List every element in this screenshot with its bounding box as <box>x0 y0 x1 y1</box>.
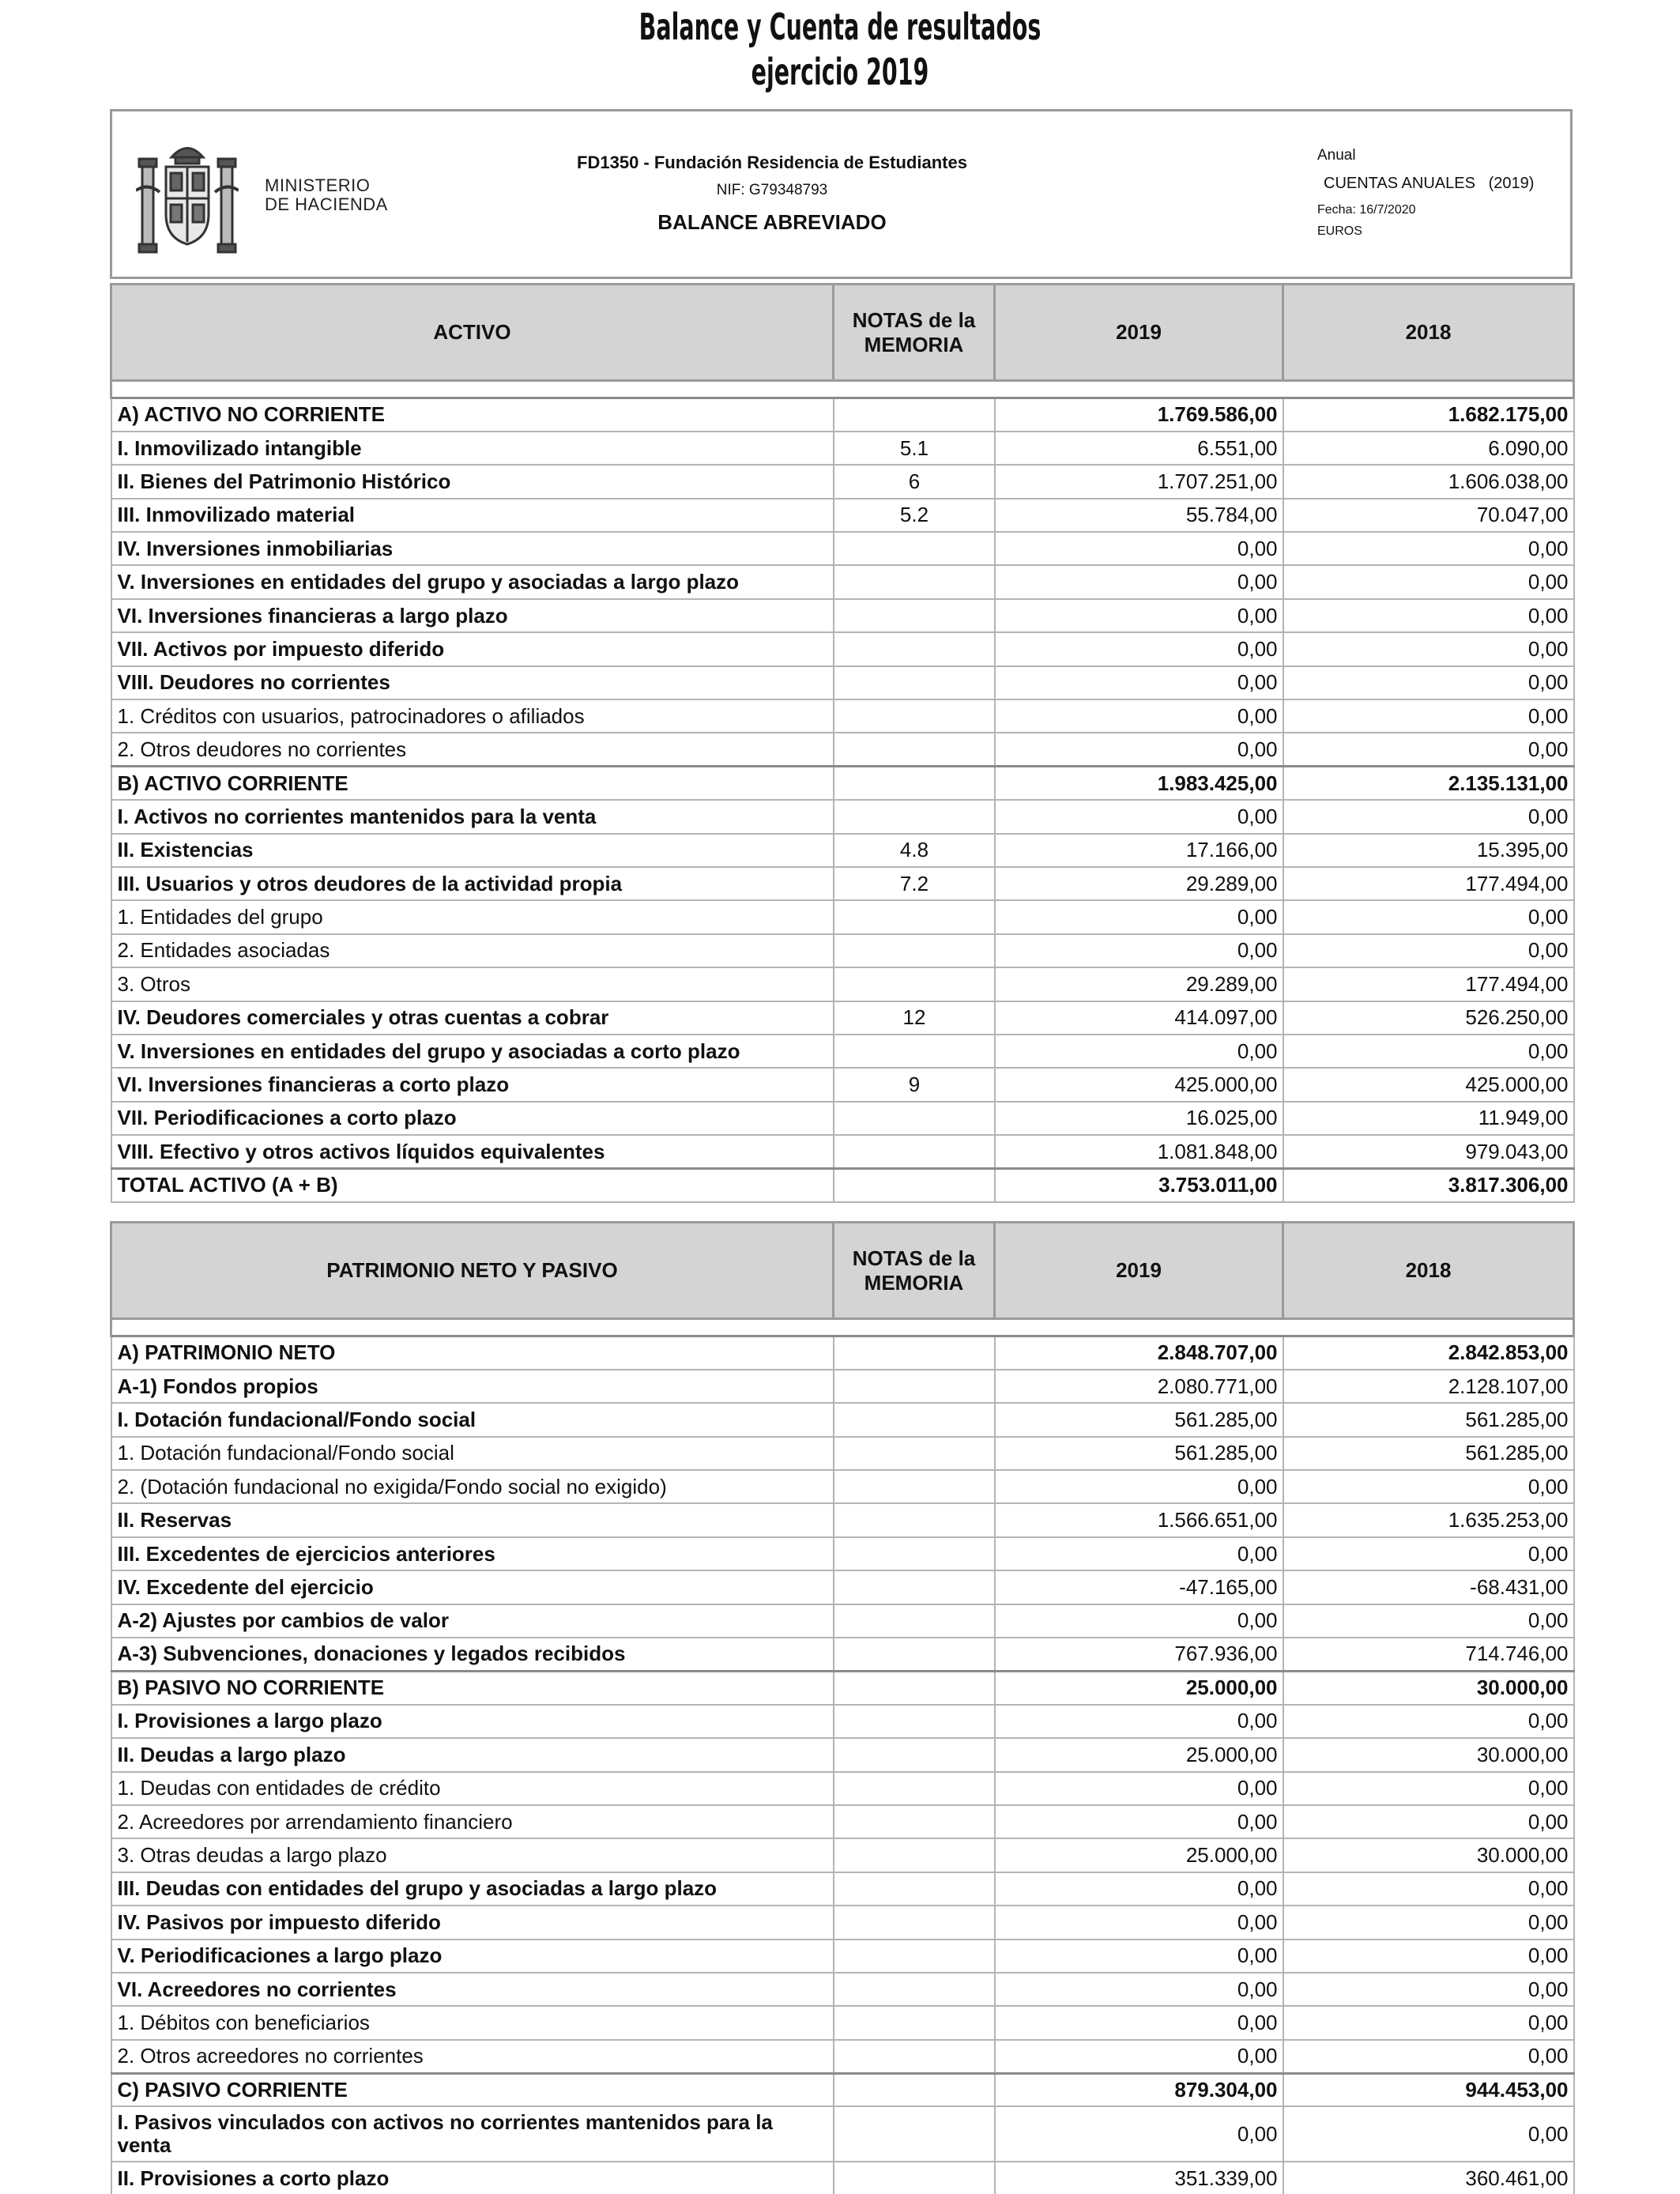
ministry-name <box>265 176 388 214</box>
row-value-2019: 1.081.848,00 <box>995 1135 1283 1168</box>
table-row <box>111 1838 1574 1872</box>
entity-name: FD1350 - Fundación Residencia de Estudiantes <box>577 153 967 172</box>
row-note <box>834 699 995 733</box>
row-value-2019: 0,00 <box>995 1940 1283 1973</box>
row-value-2018: 425.000,00 <box>1283 1068 1574 1101</box>
row-note <box>834 1437 995 1470</box>
table-row <box>111 2040 1574 2073</box>
row-value-2018: 0,00 <box>1283 733 1574 766</box>
col-header-notes: NOTAS de la MEMORIA <box>834 285 995 381</box>
row-label: 1. Deudas con entidades de crédito <box>111 1772 834 1805</box>
header-spacer <box>111 1319 1574 1336</box>
row-label: II. Existencias <box>111 834 834 867</box>
row-value-2018: 0,00 <box>1283 1973 1574 2006</box>
row-label: I. Activos no corrientes mantenidos para la venta <box>111 800 834 833</box>
table-row <box>111 1336 1574 1370</box>
table-row <box>111 767 1574 800</box>
row-label: C) PASIVO CORRIENTE <box>111 2073 834 2106</box>
row-value-2018: 0,00 <box>1283 800 1574 833</box>
table-row <box>111 666 1574 699</box>
row-value-2018: 0,00 <box>1283 1705 1574 1738</box>
row-value-2018: -68.431,00 <box>1283 1570 1574 1604</box>
row-label: B) ACTIVO CORRIENTE <box>111 767 834 800</box>
row-value-2018: 6.090,00 <box>1283 432 1574 465</box>
row-value-2018: 11.949,00 <box>1283 1102 1574 1135</box>
row-label: VIII. Deudores no corrientes <box>111 666 834 699</box>
row-value-2018: 526.250,00 <box>1283 1001 1574 1035</box>
row-label: A-2) Ajustes por cambios de valor <box>111 1604 834 1638</box>
row-note <box>834 565 995 598</box>
row-note: 12 <box>834 1001 995 1035</box>
row-note: 4.8 <box>834 834 995 867</box>
row-value-2019: 0,00 <box>995 1805 1283 1838</box>
table-row <box>111 1168 1574 1201</box>
row-label: 2. Otros deudores no corrientes <box>111 733 834 766</box>
row-value-2019: 0,00 <box>995 800 1283 833</box>
table-row <box>111 398 1574 432</box>
col-header-2018: 2018 <box>1283 285 1574 381</box>
row-value-2018: 0,00 <box>1283 532 1574 565</box>
row-note <box>834 900 995 933</box>
row-label: 2. (Dotación fundacional no exigida/Fondo social no exigido) <box>111 1470 834 1503</box>
row-note <box>834 1738 995 1771</box>
row-value-2019: 2.848.707,00 <box>995 1336 1283 1370</box>
row-note <box>834 2073 995 2106</box>
row-label: IV. Inversiones inmobiliarias <box>111 532 834 565</box>
row-note <box>834 1671 995 1704</box>
document-title <box>319 5 1361 95</box>
row-label: III. Deudas con entidades del grupo y asociadas a largo plazo <box>111 1872 834 1906</box>
table-row <box>111 1906 1574 1939</box>
row-value-2019: 0,00 <box>995 1973 1283 2006</box>
row-value-2019: 0,00 <box>995 632 1283 665</box>
row-label: A-1) Fondos propios <box>111 1370 834 1403</box>
row-label: VI. Inversiones financieras a corto plazo <box>111 1068 834 1101</box>
activo-table <box>110 283 1575 1203</box>
row-value-2019: 0,00 <box>995 1470 1283 1503</box>
row-label: III. Excedentes de ejercicios anteriores <box>111 1537 834 1570</box>
row-value-2018: 0,00 <box>1283 565 1574 598</box>
row-value-2018: 0,00 <box>1283 900 1574 933</box>
row-label: B) PASIVO NO CORRIENTE <box>111 1671 834 1704</box>
row-value-2019: 561.285,00 <box>995 1403 1283 1436</box>
activo-body <box>111 381 1574 1202</box>
row-label: I. Provisiones a largo plazo <box>111 1705 834 1738</box>
row-value-2018: 0,00 <box>1283 2106 1574 2162</box>
row-note <box>834 1638 995 1671</box>
row-value-2018: 0,00 <box>1283 1470 1574 1503</box>
row-value-2019: 1.566.651,00 <box>995 1503 1283 1536</box>
row-value-2018: 0,00 <box>1283 1805 1574 1838</box>
row-note <box>834 1838 995 1872</box>
title-line-2: ejercicio 2019 <box>751 51 929 93</box>
row-label: VIII. Efectivo y otros activos líquidos equivalentes <box>111 1135 834 1168</box>
row-value-2018: 2.842.853,00 <box>1283 1336 1574 1370</box>
row-value-2019: 0,00 <box>995 699 1283 733</box>
row-value-2018: 177.494,00 <box>1283 967 1574 1001</box>
table-row <box>111 967 1574 1001</box>
activo-header-row <box>111 285 1574 381</box>
table-row <box>111 1403 1574 1436</box>
row-value-2019: 0,00 <box>995 2006 1283 2039</box>
title-line-1: Balance y Cuenta de resultados <box>638 6 1042 48</box>
table-row <box>111 1940 1574 1973</box>
table-row <box>111 1872 1574 1906</box>
row-note <box>834 1537 995 1570</box>
table-row <box>111 2006 1574 2039</box>
row-label: 2. Otros acreedores no corrientes <box>111 2040 834 2073</box>
row-value-2019: 0,00 <box>995 1906 1283 1939</box>
row-value-2018: 0,00 <box>1283 1035 1574 1068</box>
row-value-2019: 767.936,00 <box>995 1638 1283 1671</box>
row-value-2019: 1.707.251,00 <box>995 465 1283 498</box>
row-note <box>834 1805 995 1838</box>
row-note <box>834 1705 995 1738</box>
row-label: I. Inmovilizado intangible <box>111 432 834 465</box>
row-value-2018: 0,00 <box>1283 2006 1574 2039</box>
table-row <box>111 900 1574 933</box>
row-value-2019: 0,00 <box>995 532 1283 565</box>
row-label: V. Inversiones en entidades del grupo y asociadas a corto plazo <box>111 1035 834 1068</box>
row-label: V. Periodificaciones a largo plazo <box>111 1940 834 1973</box>
row-value-2018: 70.047,00 <box>1283 499 1574 532</box>
row-value-2018: 30.000,00 <box>1283 1838 1574 1872</box>
row-value-2018: 944.453,00 <box>1283 2073 1574 2106</box>
row-label: II. Bienes del Patrimonio Histórico <box>111 465 834 498</box>
row-value-2018: 177.494,00 <box>1283 867 1574 900</box>
col-header-2019: 2019 <box>995 285 1283 381</box>
row-label: 2. Acreedores por arrendamiento financiero <box>111 1805 834 1838</box>
table-row <box>111 1370 1574 1403</box>
row-note <box>834 2006 995 2039</box>
table-row <box>111 1001 1574 1035</box>
row-note <box>834 1570 995 1604</box>
table-row <box>111 532 1574 565</box>
row-value-2019: 0,00 <box>995 1772 1283 1805</box>
row-value-2018: 0,00 <box>1283 1940 1574 1973</box>
col-header-concept: PATRIMONIO NETO Y PASIVO <box>111 1223 834 1319</box>
table-row <box>111 1973 1574 2006</box>
row-label: 1. Entidades del grupo <box>111 900 834 933</box>
table-row <box>111 1537 1574 1570</box>
row-label: III. Usuarios y otros deudores de la actividad propia <box>111 867 834 900</box>
row-value-2019: 0,00 <box>995 666 1283 699</box>
row-value-2019: 0,00 <box>995 1537 1283 1570</box>
row-value-2019: 16.025,00 <box>995 1102 1283 1135</box>
row-label: VII. Activos por impuesto diferido <box>111 632 834 665</box>
report-name: BALANCE ABREVIADO <box>657 210 887 234</box>
row-note <box>834 1135 995 1168</box>
row-note <box>834 1470 995 1503</box>
table-row <box>111 1805 1574 1838</box>
row-value-2019: 0,00 <box>995 1705 1283 1738</box>
row-note <box>834 934 995 967</box>
row-note <box>834 1872 995 1906</box>
row-value-2018: 0,00 <box>1283 934 1574 967</box>
row-label: 1. Débitos con beneficiarios <box>111 2006 834 2039</box>
row-value-2018: 3.817.306,00 <box>1283 1168 1574 1201</box>
row-value-2019: 6.551,00 <box>995 432 1283 465</box>
row-value-2019: 25.000,00 <box>995 1671 1283 1704</box>
row-label: IV. Excedente del ejercicio <box>111 1570 834 1604</box>
row-note <box>834 1403 995 1436</box>
col-header-2018: 2018 <box>1283 1223 1574 1319</box>
row-note: 5.2 <box>834 499 995 532</box>
row-label: I. Dotación fundacional/Fondo social <box>111 1403 834 1436</box>
pasivo-header-row <box>111 1223 1574 1319</box>
row-value-2019: 1.769.586,00 <box>995 398 1283 432</box>
table-row <box>111 699 1574 733</box>
row-value-2019: 351.339,00 <box>995 2162 1283 2194</box>
row-value-2019: 25.000,00 <box>995 1738 1283 1771</box>
table-row <box>111 1068 1574 1101</box>
table-row <box>111 867 1574 900</box>
coat-of-arms-icon <box>136 135 239 258</box>
row-value-2019: 29.289,00 <box>995 867 1283 900</box>
period-type: Anual <box>1317 147 1356 164</box>
row-label: III. Inmovilizado material <box>111 499 834 532</box>
row-label: IV. Deudores comerciales y otras cuentas a cobrar <box>111 1001 834 1035</box>
row-note <box>834 1035 995 1068</box>
table-row <box>111 599 1574 632</box>
row-note <box>834 1102 995 1135</box>
row-label: 1. Créditos con usuarios, patrocinadores o afiliados <box>111 699 834 733</box>
table-row <box>111 1738 1574 1771</box>
row-note: 9 <box>834 1068 995 1101</box>
row-note <box>834 967 995 1001</box>
row-note <box>834 1503 995 1536</box>
row-note <box>834 398 995 432</box>
row-note <box>834 767 995 800</box>
row-note <box>834 1604 995 1638</box>
report-header <box>110 109 1573 279</box>
row-label: II. Provisiones a corto plazo <box>111 2162 834 2194</box>
row-note <box>834 1336 995 1370</box>
row-label: VI. Inversiones financieras a largo plazo <box>111 599 834 632</box>
row-value-2018: 561.285,00 <box>1283 1437 1574 1470</box>
row-value-2018: 1.606.038,00 <box>1283 465 1574 498</box>
table-row <box>111 733 1574 766</box>
col-header-2019: 2019 <box>995 1223 1283 1319</box>
row-value-2019: 0,00 <box>995 733 1283 766</box>
row-note <box>834 532 995 565</box>
table-row <box>111 1671 1574 1704</box>
row-value-2018: 0,00 <box>1283 1772 1574 1805</box>
row-label: 2. Entidades asociadas <box>111 934 834 967</box>
currency: EUROS <box>1317 224 1362 238</box>
row-note <box>834 1370 995 1403</box>
row-value-2018: 1.682.175,00 <box>1283 398 1574 432</box>
table-row <box>111 1470 1574 1503</box>
row-note <box>834 800 995 833</box>
row-note <box>834 1940 995 1973</box>
row-value-2018: 0,00 <box>1283 2040 1574 2073</box>
row-value-2018: 0,00 <box>1283 632 1574 665</box>
table-row <box>111 1503 1574 1536</box>
table-row <box>111 2162 1574 2194</box>
row-value-2018: 0,00 <box>1283 666 1574 699</box>
row-value-2019: 29.289,00 <box>995 967 1283 1001</box>
row-value-2019: 0,00 <box>995 2040 1283 2073</box>
row-value-2018: 2.135.131,00 <box>1283 767 1574 800</box>
row-label: II. Reservas <box>111 1503 834 1536</box>
row-label: 3. Otros <box>111 967 834 1001</box>
row-value-2019: 0,00 <box>995 2106 1283 2162</box>
row-label: TOTAL ACTIVO (A + B) <box>111 1168 834 1201</box>
table-row <box>111 1570 1574 1604</box>
table-row <box>111 934 1574 967</box>
row-label: II. Deudas a largo plazo <box>111 1738 834 1771</box>
row-value-2018: 360.461,00 <box>1283 2162 1574 2194</box>
row-value-2018: 0,00 <box>1283 1872 1574 1906</box>
row-label: A) PATRIMONIO NETO <box>111 1336 834 1370</box>
row-value-2019: 0,00 <box>995 1604 1283 1638</box>
tax-id: NIF: G79348793 <box>716 182 828 198</box>
row-label: VI. Acreedores no corrientes <box>111 1973 834 2006</box>
row-value-2019: 25.000,00 <box>995 1838 1283 1872</box>
row-value-2018: 0,00 <box>1283 1537 1574 1570</box>
table-row <box>111 499 1574 532</box>
row-value-2019: 0,00 <box>995 1035 1283 1068</box>
row-note <box>834 2162 995 2194</box>
row-value-2019: 17.166,00 <box>995 834 1283 867</box>
row-note <box>834 632 995 665</box>
row-value-2019: 414.097,00 <box>995 1001 1283 1035</box>
row-note <box>834 1973 995 2006</box>
table-row <box>111 465 1574 498</box>
row-value-2018: 0,00 <box>1283 699 1574 733</box>
header-spacer <box>111 381 1574 398</box>
table-row <box>111 1035 1574 1068</box>
ministry-line-1: MINISTERIO <box>265 175 371 195</box>
pasivo-body <box>111 1319 1574 2194</box>
row-value-2018: 2.128.107,00 <box>1283 1370 1574 1403</box>
row-note <box>834 1772 995 1805</box>
row-label: 1. Dotación fundacional/Fondo social <box>111 1437 834 1470</box>
row-value-2018: 15.395,00 <box>1283 834 1574 867</box>
table-row <box>111 1102 1574 1135</box>
row-value-2019: 0,00 <box>995 934 1283 967</box>
table-row <box>111 432 1574 465</box>
row-value-2019: 1.983.425,00 <box>995 767 1283 800</box>
row-note <box>834 2106 995 2162</box>
table-row <box>111 565 1574 598</box>
row-note <box>834 1906 995 1939</box>
row-value-2018: 561.285,00 <box>1283 1403 1574 1436</box>
row-label: I. Pasivos vinculados con activos no corrientes mantenidos para la venta <box>111 2106 834 2162</box>
row-note: 7.2 <box>834 867 995 900</box>
row-value-2019: 0,00 <box>995 599 1283 632</box>
table-row <box>111 2073 1574 2106</box>
row-value-2018: 0,00 <box>1283 1604 1574 1638</box>
row-value-2019: 0,00 <box>995 565 1283 598</box>
row-note <box>834 1168 995 1201</box>
row-note <box>834 2040 995 2073</box>
table-row <box>111 632 1574 665</box>
row-note <box>834 666 995 699</box>
row-note: 5.1 <box>834 432 995 465</box>
table-row <box>111 834 1574 867</box>
row-value-2018: 714.746,00 <box>1283 1638 1574 1671</box>
row-value-2018: 30.000,00 <box>1283 1671 1574 1704</box>
row-value-2019: 55.784,00 <box>995 499 1283 532</box>
table-row <box>111 2106 1574 2162</box>
row-value-2019: -47.165,00 <box>995 1570 1283 1604</box>
row-label: A-3) Subvenciones, donaciones y legados recibidos <box>111 1638 834 1671</box>
row-value-2019: 561.285,00 <box>995 1437 1283 1470</box>
row-value-2019: 0,00 <box>995 900 1283 933</box>
table-row <box>111 1135 1574 1168</box>
ministry-line-2: DE HACIENDA <box>265 194 388 214</box>
report-date: Fecha: 16/7/2020 <box>1317 203 1416 217</box>
row-label: IV. Pasivos por impuesto diferido <box>111 1906 834 1939</box>
table-row <box>111 1705 1574 1738</box>
col-header-concept: ACTIVO <box>111 285 834 381</box>
row-value-2019: 2.080.771,00 <box>995 1370 1283 1403</box>
row-value-2019: 425.000,00 <box>995 1068 1283 1101</box>
row-value-2019: 3.753.011,00 <box>995 1168 1283 1201</box>
row-note: 6 <box>834 465 995 498</box>
row-value-2018: 979.043,00 <box>1283 1135 1574 1168</box>
table-row <box>111 800 1574 833</box>
row-note <box>834 733 995 766</box>
row-label: VII. Periodificaciones a corto plazo <box>111 1102 834 1135</box>
row-value-2019: 879.304,00 <box>995 2073 1283 2106</box>
table-row <box>111 1772 1574 1805</box>
table-row <box>111 1437 1574 1470</box>
row-value-2018: 30.000,00 <box>1283 1738 1574 1771</box>
table-row <box>111 1604 1574 1638</box>
pasivo-table <box>110 1221 1575 2194</box>
accounts-year: CUENTAS ANUALES (2019) <box>1324 175 1535 192</box>
row-value-2018: 0,00 <box>1283 1906 1574 1939</box>
row-value-2019: 0,00 <box>995 1872 1283 1906</box>
row-value-2018: 1.635.253,00 <box>1283 1503 1574 1536</box>
row-label: 3. Otras deudas a largo plazo <box>111 1838 834 1872</box>
col-header-notes: NOTAS de la MEMORIA <box>834 1223 995 1319</box>
row-note <box>834 599 995 632</box>
row-label: V. Inversiones en entidades del grupo y asociadas a largo plazo <box>111 565 834 598</box>
row-label: A) ACTIVO NO CORRIENTE <box>111 398 834 432</box>
row-value-2018: 0,00 <box>1283 599 1574 632</box>
table-row <box>111 1638 1574 1671</box>
